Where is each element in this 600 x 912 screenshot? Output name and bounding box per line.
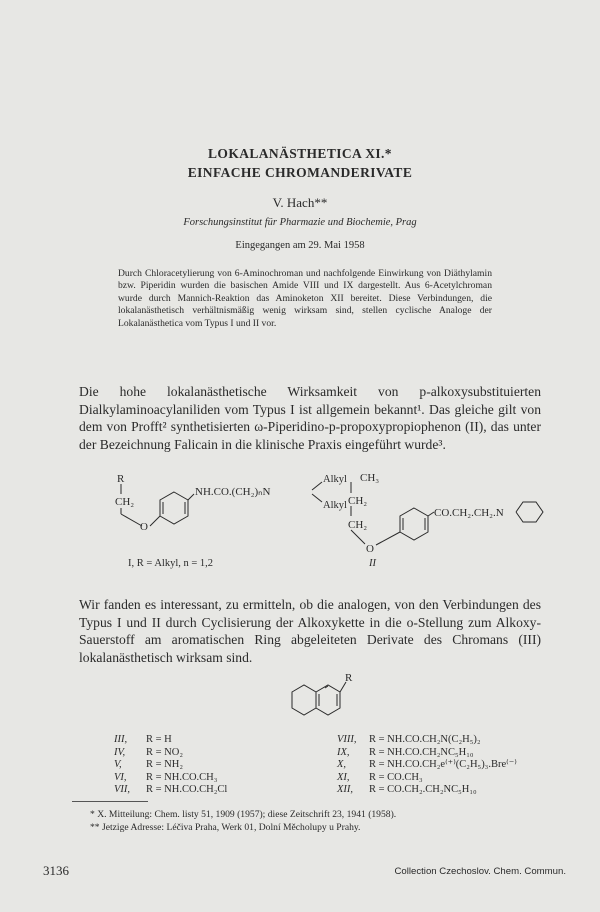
compound-row: VII, R = NH.CO.CH₂Cl — [114, 784, 228, 796]
struct1-amide: NH.CO.(CH₂)ₙN — [195, 486, 271, 498]
struct2-caption: II — [369, 558, 376, 569]
struct2-ch2-a: CH₂ — [348, 495, 368, 507]
struct2-ketone: CO.CH₂.CH₂.N — [434, 507, 504, 519]
footnote-1: * X. Mitteilung: Chem. listy 51, 1909 (1957); diese Zeitschrift 23, 1941 (1958). — [90, 809, 397, 820]
compound-list-right — [337, 734, 517, 797]
received-date: Eingegangen am 29. Mai 1958 — [235, 240, 365, 251]
struct1-alkyl-bottom: Alkyl — [323, 500, 347, 511]
struct1-oxygen: O — [140, 521, 148, 533]
chroman-r: R — [345, 672, 353, 684]
compound-row: III, R = H — [114, 734, 172, 745]
struct2-oxygen: O — [366, 543, 374, 555]
second-paragraph: Wir fanden es interessant, zu ermitteln, ob die analogen, von den Verbindungen des Typus I und II durch Cyclisierung der Alkoxykette in die o-Stellung zum Alkoxy-Sauerstoff am aromatischen Ring abgeleiteten Derivate des Chromans (III) lokalanästhetisch wirksam sind. — [79, 597, 541, 665]
intro-paragraph: Die hohe lokalanästhetische Wirksamkeit von p-alkoxysubstituierten Dialkylaminoacylaniliden vom Typus I ist allgemein bekannt¹. Das gleiche gilt von dem von Profft² synthetisierten ω-Piperidino-p-propoxypropiophenon (II), das unter der Bezeichnung Falicain in die klinische Praxis eingeführt wurde³. — [79, 384, 541, 452]
compound-row: IX, R = NH.CO.CH₂NC₅H₁₀ — [337, 746, 474, 758]
struct2-ch3: CH₃ — [360, 472, 380, 484]
compound-list-left — [114, 734, 227, 797]
journal-name: Collection Czechoslov. Chem. Commun. — [394, 866, 566, 877]
affiliation: Forschungsinstitut für Pharmazie und Biochemie, Prag — [183, 217, 417, 228]
struct2-ch2-b: CH₂ — [348, 519, 368, 531]
compound-row: XII, R = CO.CH₂.CH₂NC₅H₁₀ — [337, 784, 477, 796]
compound-row: V, R = NH₂ — [114, 759, 184, 771]
structure-type-II — [340, 470, 555, 560]
struct1-ch2: CH₂ — [115, 496, 135, 508]
paper-title-line2: EINFACHE CHROMANDERIVATE — [187, 165, 413, 180]
abstract: Durch Chloracetylierung von 6-Aminochroman und nachfolgende Einwirkung von Diäthylamin bzw. Piperidin wurden die basischen Amide VIII und IX dargestellt. Aus 6-Acetylchroman wurde durch Mannich-Reaktion das Aminoketon XII bereitet. Diese Verbindungen, die lokalanästhetisch verhältnismäßig wenig wirksam sind, stellen cyclische Analoge der Lokalanästhetica vom Typus I und II vor. — [118, 268, 492, 329]
author: V. Hach** — [272, 195, 328, 210]
page-number: 3136 — [43, 863, 69, 878]
compound-row: VIII, R = NH.CO.CH₂N(C₂H₅)₂ — [337, 734, 481, 745]
footnote-2: ** Jetzige Adresse: Léčiva Praha, Werk 01, Dolní Měcholupy u Prahy. — [90, 822, 361, 833]
structure-type-I — [112, 470, 362, 555]
footnote-divider — [72, 801, 148, 802]
structure-chroman — [280, 670, 360, 724]
compound-row: IV, R = NO₂ — [114, 746, 184, 758]
compound-row: X, R = NH.CO.CH₂e⁽⁺⁾(C₂H₅)₃.Bre⁽⁻⁾ — [337, 759, 517, 771]
compound-row: VI, R = NH.CO.CH₃ — [114, 771, 218, 783]
struct1-alkyl-top: Alkyl — [323, 474, 347, 485]
compound-row: XI, R = CO.CH₃ — [337, 771, 423, 783]
struct1-caption: I, R = Alkyl, n = 1,2 — [128, 558, 214, 569]
struct1-r: R — [117, 473, 125, 485]
paper-title-line1: LOKALANÄSTHETICA XI.* — [208, 146, 392, 161]
